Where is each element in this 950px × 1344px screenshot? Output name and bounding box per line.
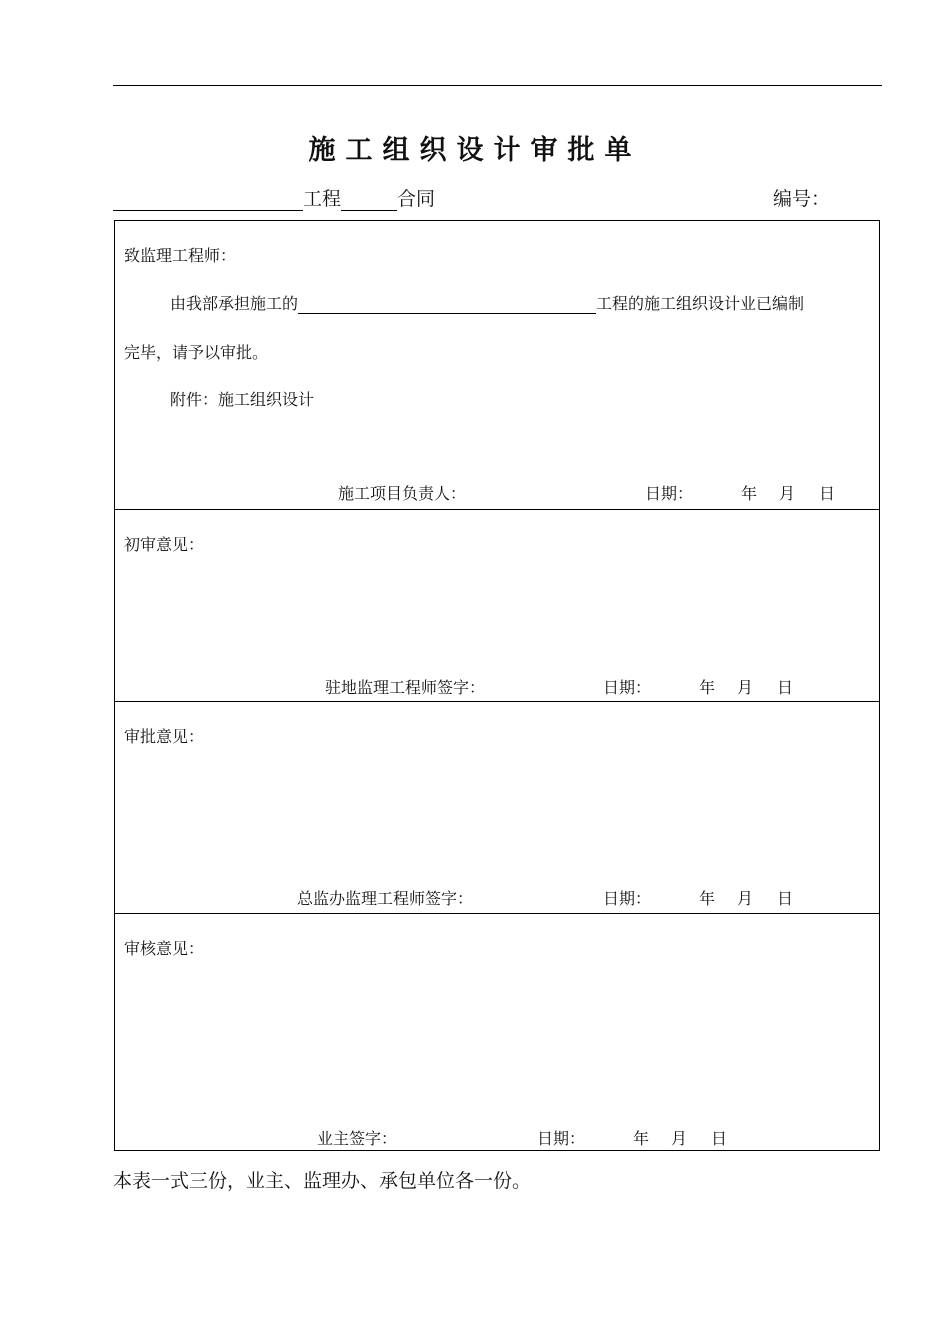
year-label: 年 (633, 1129, 650, 1148)
project-suffix: 工程 (303, 188, 342, 210)
date-label: 日期： (603, 678, 652, 697)
signer-label: 驻地监理工程师签字： (325, 678, 486, 697)
project-name-field[interactable] (298, 295, 596, 314)
signer-label: 业主签字： (317, 1129, 398, 1148)
month-label: 月 (779, 484, 796, 503)
contract-suffix: 合同 (397, 188, 436, 210)
serial-label: 编号： (773, 188, 831, 210)
audit-section (115, 913, 879, 1151)
body-prefix: 由我部承担施工的 (170, 294, 299, 313)
project-line (113, 184, 882, 214)
day-label: 日 (777, 678, 794, 697)
year-label: 年 (741, 484, 758, 503)
date-label: 日期： (537, 1129, 586, 1148)
signer-label: 总监办监理工程师签字： (297, 889, 474, 908)
audit-heading: 审核意见： (124, 939, 205, 958)
approval-heading: 审批意见： (124, 727, 205, 746)
project-name-blank[interactable] (113, 190, 303, 211)
submission-body (170, 291, 804, 314)
date-label: 日期： (645, 484, 694, 503)
year-label: 年 (699, 678, 716, 697)
day-label: 日 (777, 889, 794, 908)
submission-section (115, 221, 879, 509)
project-contract-field (113, 184, 435, 211)
footer-note: 本表一式三份，业主、监理办、承包单位各一份。 (113, 1170, 532, 1192)
contract-blank[interactable] (341, 190, 397, 211)
approval-form (114, 220, 880, 1151)
attachment-label: 附件：施工组织设计 (170, 390, 315, 409)
year-label: 年 (699, 889, 716, 908)
body-suffix: 工程的施工组织设计业已编制 (596, 294, 805, 313)
page-title: 施工组织设计审批单 (308, 135, 642, 166)
month-label: 月 (737, 678, 754, 697)
month-label: 月 (737, 889, 754, 908)
initial-review-section (115, 509, 879, 701)
approval-section (115, 701, 879, 913)
body-line2: 完毕，请予以审批。 (124, 343, 269, 362)
month-label: 月 (671, 1129, 688, 1148)
salutation: 致监理工程师： (124, 246, 237, 265)
date-label: 日期： (603, 889, 652, 908)
top-rule (113, 85, 882, 86)
signer-label: 施工项目负责人： (338, 484, 467, 503)
initial-review-heading: 初审意见： (124, 535, 205, 554)
day-label: 日 (711, 1129, 728, 1148)
day-label: 日 (819, 484, 836, 503)
